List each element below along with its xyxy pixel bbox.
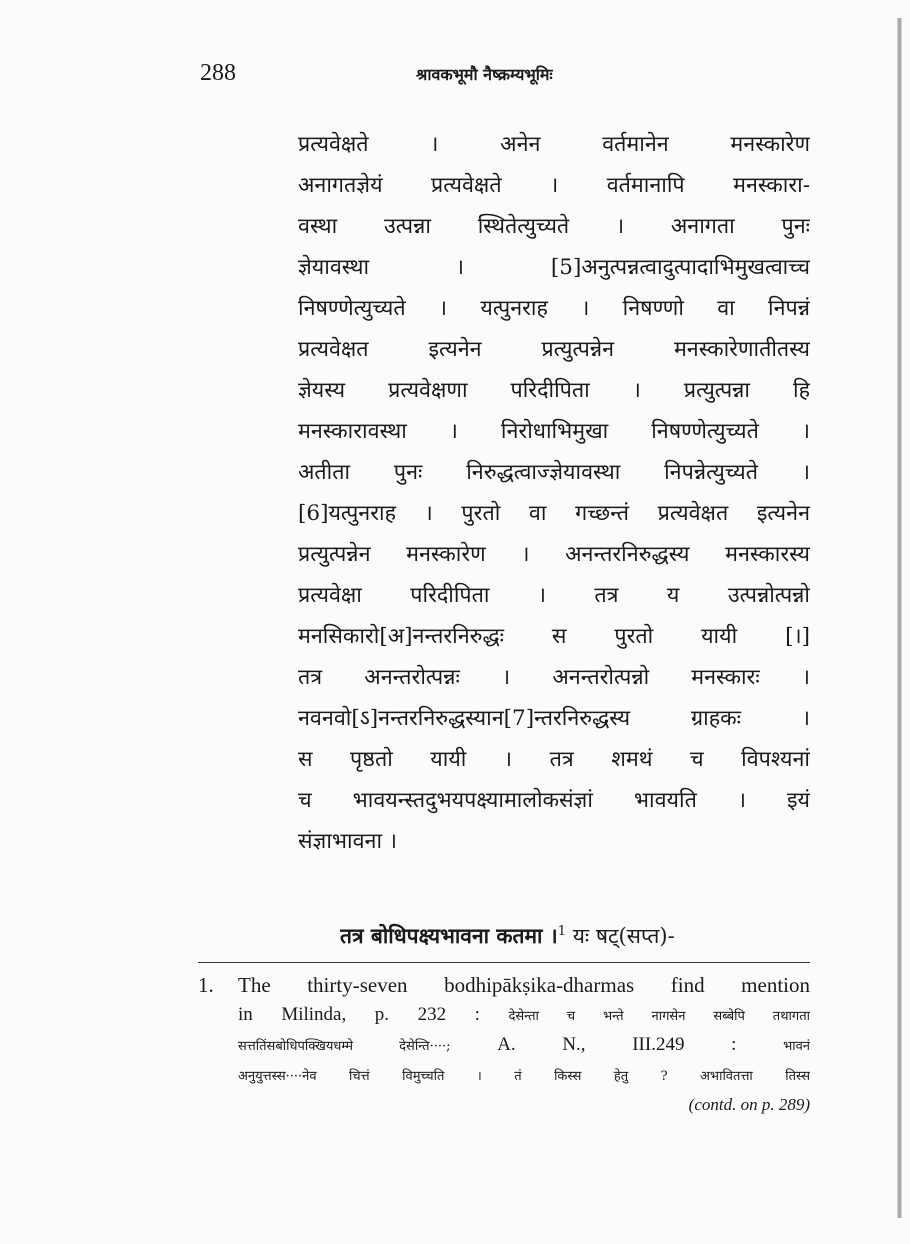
footnote-line — [198, 1000, 810, 1030]
text-line: [6]यत्पुनराह । पुरतो वा गच्छन्तं प्रत्यवेक्षत इत्यनेन — [298, 501, 810, 526]
text-line: अतीता पुनः निरुद्धत्वाज्ज्ञेयावस्था निपन्नेत्युच्यते । — [298, 460, 810, 485]
text-line: संज्ञाभावना । — [298, 829, 398, 854]
running-title: श्रावकभूमौ नैष्क्रम्यभूमिः — [416, 65, 553, 84]
text-line: च भावयन्स्तदुभयपक्ष्यामालोकसंज्ञां भावयति । इयं — [298, 788, 810, 813]
text-line: स पृष्ठतो यायी । तत्र शमथं च विपश्यनां — [298, 747, 810, 772]
body-text — [298, 124, 810, 862]
text-line: निषण्णेत्युच्यते । यत्पुनराह । निषण्णो वा निपन्नं — [298, 296, 810, 321]
footnote-quote: देसेन्ता च भन्ते नागसेन सब्बेपि तथागता — [508, 1009, 810, 1024]
footnote — [198, 970, 810, 1120]
text-line: ज्ञेयस्य प्रत्यवेक्षणा परिदीपिता । प्रत्युत्पन्ना हि — [298, 378, 810, 403]
text-line: तत्र अनन्तरोत्पन्नः । अनन्तरोत्पन्नो मनस्कारः । — [298, 665, 810, 690]
page-binding-edge — [897, 18, 902, 1218]
footnote-quote: अनुयुत्तस्स····नेव चित्तं विमुच्चति । तं किस्स हेतु ? अभावितत्ता तिस्स — [238, 1069, 810, 1084]
footnote-line — [198, 970, 810, 1000]
text-line: प्रत्यवेक्षा परिदीपिता । तत्र य उत्पन्नोत्पन्नो — [298, 583, 810, 608]
continued-note: (contd. on p. 289) — [688, 1095, 810, 1114]
page-number: 288 — [200, 60, 236, 86]
footnote-number: 1. — [198, 973, 214, 997]
text-line: अनागतज्ञेयं प्रत्यवेक्षते । वर्तमानापि मनस्कारा- — [298, 173, 810, 198]
text-line: प्रत्यवेक्षत इत्यनेन प्रत्युत्पन्नेन मनस्कारेणातीतस्य — [298, 337, 810, 362]
text-line: मनसिकारो[अ]नन्तरनिरुद्धः स पुरतो यायी [।] — [298, 624, 810, 649]
footnote-text: in Milinda, p. 232 : — [238, 1004, 480, 1025]
footnote-text: The thirty-seven bodhipākṣika-dharmas find mention — [238, 973, 810, 997]
heading-rest-text: यः षट्(सप्त)- — [572, 924, 675, 948]
section-heading — [340, 912, 810, 952]
footnote-text: A. N., III.249 : — [497, 1034, 737, 1055]
text-line: वस्था उत्पन्ना स्थितेत्युच्यते । अनागता पुनः — [298, 214, 810, 239]
footnote-line — [198, 1030, 810, 1060]
text-line: मनस्कारावस्था । निरोधाभिमुखा निषण्णेत्युच्यते । — [298, 419, 810, 444]
footnote-rule — [198, 962, 810, 963]
heading-bold-text: तत्र बोधिपक्ष्यभावना कतमा । — [340, 923, 558, 948]
text-line: ज्ञेयावस्था । [5]अनुत्पन्नत्वादुत्पादाभिमुखत्वाच्च — [298, 255, 810, 280]
footnote-mark: 1 — [557, 924, 567, 939]
footnote-quote: सत्ततिंसबोधिपक्खियधम्मे देसेन्ति····; — [238, 1039, 451, 1054]
footnote-line — [198, 1060, 810, 1090]
footnote-quote: भावनं — [783, 1039, 810, 1054]
text-line: नवनवो[ऽ]नन्तरनिरुद्धस्यान[7]न्तरनिरुद्धस्य ग्राहकः । — [298, 706, 810, 731]
text-line: प्रत्युत्पन्नेन मनस्कारेण । अनन्तरनिरुद्धस्य मनस्कारस्य — [298, 542, 810, 567]
page-header — [200, 60, 810, 94]
text-line: प्रत्यवेक्षते । अनेन वर्तमानेन मनस्कारेण — [298, 132, 810, 157]
